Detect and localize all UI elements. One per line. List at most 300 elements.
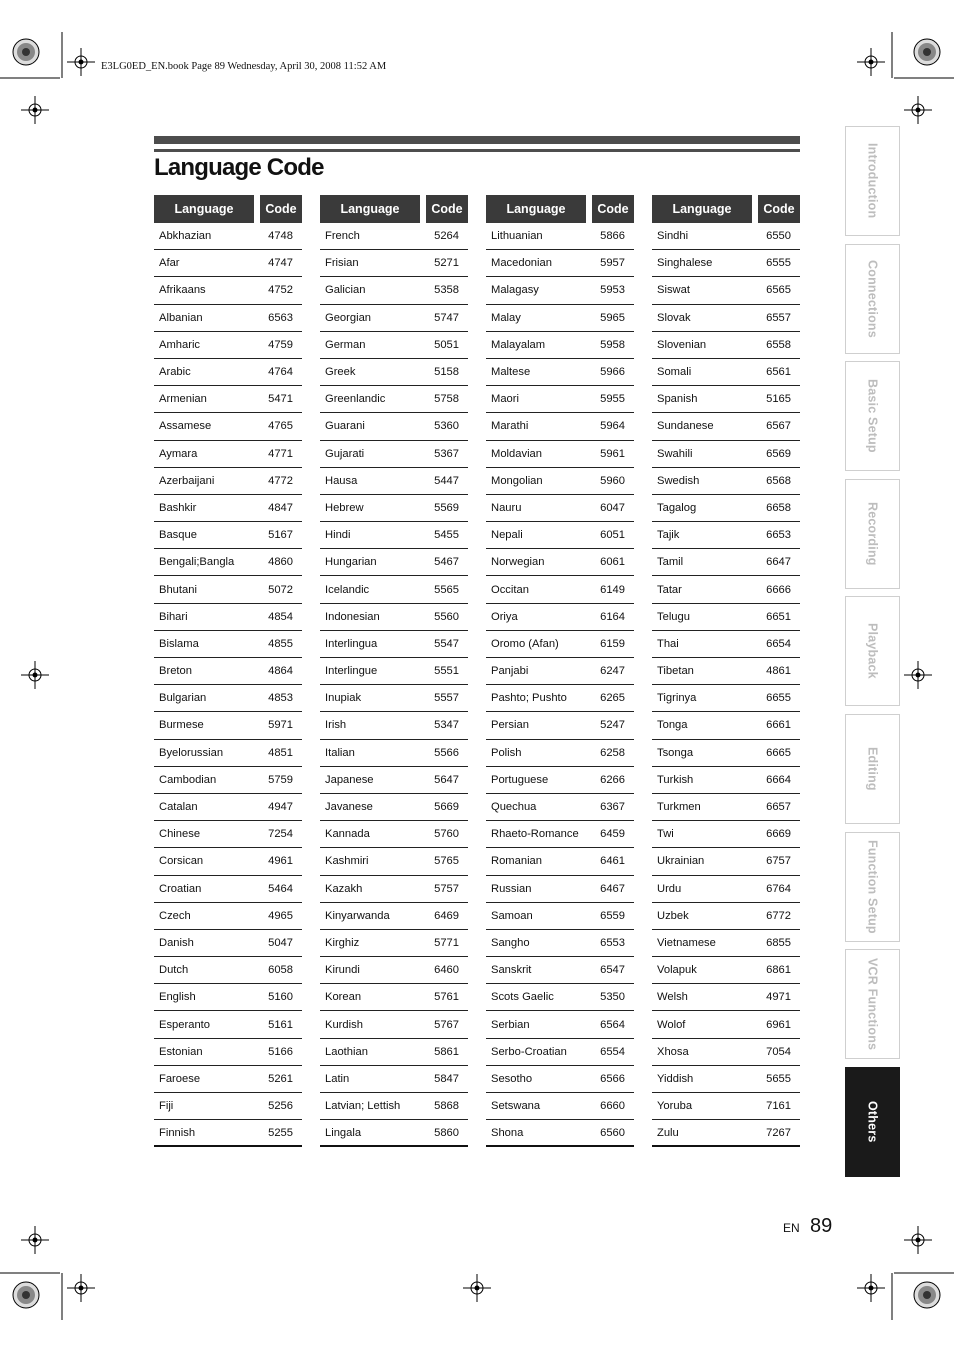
table-row [486,903,634,930]
language-code: 6047 [600,501,625,514]
table-row [652,1011,800,1038]
language-code: 4847 [268,501,293,514]
language-name: Russian [491,882,532,895]
tab-label: Editing [865,747,880,791]
table-row [486,305,634,332]
tab-connections[interactable] [845,244,900,354]
table-row [652,1066,800,1093]
language-code: 6655 [766,692,791,705]
language-code: 6547 [600,964,625,977]
table-row [486,359,634,386]
tab-label: VCR Functions [865,958,880,1051]
language-name: Hebrew [325,501,364,514]
language-name: Kazakh [325,882,363,895]
language-name: Hausa [325,474,358,487]
table-row [486,549,634,576]
language-code: 6559 [600,909,625,922]
language-code: 5072 [268,583,293,596]
language-name: Kurdish [325,1018,363,1031]
table-header [320,195,468,223]
language-name: Inupiak [325,692,362,705]
table-row [154,549,302,576]
column-header-code: Code [426,195,468,223]
language-name: Polish [491,746,522,759]
language-code: 5958 [600,338,625,351]
table-row [154,740,302,767]
language-name: Yoruba [657,1100,693,1113]
language-name: Breton [159,665,192,678]
table-row [320,794,468,821]
language-code: 5256 [268,1100,293,1113]
language-code: 5747 [434,311,459,324]
table-row [154,468,302,495]
language-code: 5767 [434,1018,459,1031]
language-name: Bhutani [159,583,197,596]
language-name: Thai [657,637,679,650]
language-name: Latvian; Lettish [325,1100,401,1113]
table-row [154,1011,302,1038]
language-code: 5866 [600,230,625,243]
table-row [652,441,800,468]
language-code: 6247 [600,665,625,678]
language-code: 5160 [268,991,293,1004]
tab-editing[interactable] [845,714,900,824]
language-name: Moldavian [491,447,542,460]
table-row [652,468,800,495]
language-name: Catalan [159,801,198,814]
page-title: Language Code [154,154,324,181]
table-row [320,332,468,359]
title-rule-thick [154,136,800,144]
language-name: Persian [491,719,529,732]
table-row [486,495,634,522]
language-code: 6159 [600,637,625,650]
language-code: 6558 [766,338,791,351]
table-header [154,195,302,223]
language-code: 5771 [434,936,459,949]
language-name: Frisian [325,257,359,270]
language-code: 6164 [600,610,625,623]
table-row [652,631,800,658]
language-name: Sindhi [657,230,689,243]
language-name: Byelorussian [159,746,224,759]
language-name: Latin [325,1072,350,1085]
language-code: 6469 [434,909,459,922]
language-name: Nepali [491,529,523,542]
table-row [154,495,302,522]
language-name: Malagasy [491,284,539,297]
language-code: 5961 [600,447,625,460]
language-name: Greek [325,366,356,379]
table-row [320,277,468,304]
language-name: Bengali;Bangla [159,556,235,569]
language-name: Turkmen [657,801,701,814]
column-header-language: Language [154,195,254,223]
language-code: 5471 [268,393,293,406]
language-name: Croatian [159,882,202,895]
column-header-code: Code [758,195,800,223]
tab-function-setup[interactable] [845,832,900,942]
language-code: 6561 [766,366,791,379]
table-row [154,332,302,359]
tab-vcr-functions[interactable] [845,949,900,1059]
language-code: 5955 [600,393,625,406]
language-name: Abkhazian [159,230,212,243]
language-name: Panjabi [491,665,529,678]
column-header-code: Code [260,195,302,223]
language-name: Twi [657,828,674,841]
language-name: English [159,991,196,1004]
language-name: Serbo-Croatian [491,1045,567,1058]
tab-playback[interactable] [845,596,900,706]
table-row [320,1011,468,1038]
language-code: 6654 [766,637,791,650]
language-name: Guarani [325,420,365,433]
language-code: 6772 [766,909,791,922]
table-row [486,821,634,848]
language-code: 6647 [766,556,791,569]
language-code: 5557 [434,692,459,705]
tab-label: Playback [865,623,880,680]
language-code: 6461 [600,855,625,868]
language-name: Tamil [657,556,684,569]
table-row [320,848,468,875]
table-row [486,1120,634,1147]
tab-label: Function Setup [865,839,880,934]
table-row [652,1120,800,1147]
language-code: 7267 [766,1126,791,1139]
language-name: Czech [159,909,191,922]
language-name: Xhosa [657,1045,689,1058]
language-name: Quechua [491,801,537,814]
language-name: Mongolian [491,474,543,487]
language-code: 5965 [600,311,625,324]
language-code: 4854 [268,610,293,623]
language-name: Kannada [325,828,370,841]
table-row [652,903,800,930]
table-row [320,468,468,495]
language-name: Occitan [491,583,529,596]
table-row [652,604,800,631]
language-code: 6563 [268,311,293,324]
language-code: 6961 [766,1018,791,1031]
tab-basic-setup[interactable] [845,361,900,471]
column-header-language: Language [486,195,586,223]
language-name: Interlingua [325,637,378,650]
language-code: 4864 [268,665,293,678]
table-row [154,658,302,685]
language-code: 5760 [434,828,459,841]
language-name: Norwegian [491,556,545,569]
table-row [486,984,634,1011]
language-code: 4947 [268,801,293,814]
language-code: 6660 [600,1100,625,1113]
table-row [486,685,634,712]
language-name: Indonesian [325,610,380,623]
table-row [652,223,800,250]
table-row [486,794,634,821]
table-row [320,441,468,468]
language-code-table [652,195,800,1147]
language-code: 5165 [766,393,791,406]
language-code: 5960 [600,474,625,487]
table-row [154,685,302,712]
language-name: Bihari [159,610,188,623]
table-row [320,930,468,957]
language-name: Kashmiri [325,855,369,868]
table-row [652,957,800,984]
language-code: 5847 [434,1072,459,1085]
table-row [486,332,634,359]
table-row [652,767,800,794]
language-code: 5167 [268,529,293,542]
table-row [652,794,800,821]
language-code: 5761 [434,991,459,1004]
table-row [486,658,634,685]
language-code: 4861 [766,665,791,678]
column-header-language: Language [320,195,420,223]
language-code: 6658 [766,501,791,514]
language-name: Albanian [159,311,203,324]
language-code: 6560 [600,1126,625,1139]
language-code-table [154,195,302,1147]
language-name: Serbian [491,1018,530,1031]
language-name: Fiji [159,1100,174,1113]
language-code: 5455 [434,529,459,542]
table-row [486,1011,634,1038]
language-name: Sangho [491,936,530,949]
language-code: 5467 [434,556,459,569]
table-row [320,305,468,332]
table-row [154,1039,302,1066]
language-code: 4771 [268,447,293,460]
tab-recording[interactable] [845,479,900,589]
language-name: Bislama [159,637,199,650]
language-name: Siswat [657,284,690,297]
table-row [154,903,302,930]
language-code: 7054 [766,1045,791,1058]
language-name: Tsonga [657,746,694,759]
table-row [154,413,302,440]
column-header-language: Language [652,195,752,223]
table-row [320,223,468,250]
language-name: Greenlandic [325,393,386,406]
language-name: Armenian [159,393,207,406]
language-code: 5360 [434,420,459,433]
language-code: 5551 [434,665,459,678]
table-row [320,604,468,631]
language-code: 6555 [766,257,791,270]
language-code: 6149 [600,583,625,596]
language-name: Assamese [159,420,212,433]
language-code: 6653 [766,529,791,542]
table-row [154,821,302,848]
language-name: Spanish [657,393,698,406]
language-name: Lingala [325,1126,362,1139]
table-row [652,984,800,1011]
table-row [320,658,468,685]
table-row [652,250,800,277]
table-row [320,359,468,386]
table-row [320,1066,468,1093]
language-name: Estonian [159,1045,203,1058]
language-name: Gujarati [325,447,365,460]
language-code: 4759 [268,338,293,351]
language-code: 5247 [600,719,625,732]
language-name: Finnish [159,1126,196,1139]
language-code: 6855 [766,936,791,949]
table-row [652,413,800,440]
language-code: 5669 [434,801,459,814]
language-code: 5367 [434,447,459,460]
language-code: 6266 [600,773,625,786]
table-row [652,848,800,875]
language-code: 5560 [434,610,459,623]
language-name: Telugu [657,610,690,623]
language-code: 5964 [600,420,625,433]
table-row [154,522,302,549]
language-code: 6651 [766,610,791,623]
language-code: 5860 [434,1126,459,1139]
language-name: Romanian [491,855,542,868]
language-name: Somali [657,366,692,379]
language-code: 4764 [268,366,293,379]
language-code: 5161 [268,1018,293,1031]
language-name: Kinyarwanda [325,909,390,922]
language-code: 6757 [766,855,791,868]
language-code: 5447 [434,474,459,487]
language-name: Wolof [657,1018,686,1031]
language-code: 6459 [600,828,625,841]
language-code: 6367 [600,801,625,814]
language-name: Kirundi [325,964,360,977]
table-row [154,930,302,957]
file-info-header: E3LG0ED_EN.book Page 89 Wednesday, April 30, 2008 11:52 AM [101,61,387,72]
language-code: 6557 [766,311,791,324]
language-name: Yiddish [657,1072,694,1085]
language-code: 6061 [600,556,625,569]
language-name: Basque [159,529,197,542]
language-name: Amharic [159,338,201,351]
language-name: Volapuk [657,964,697,977]
language-name: Sanskrit [491,964,532,977]
language-name: Urdu [657,882,682,895]
language-name: Interlingue [325,665,378,678]
table-row [486,441,634,468]
language-name: Tagalog [657,501,697,514]
table-row [652,658,800,685]
table-row [486,930,634,957]
language-name: Sesotho [491,1072,533,1085]
table-row [320,712,468,739]
language-name: Portuguese [491,773,549,786]
language-name: Tibetan [657,665,694,678]
language-name: Italian [325,746,355,759]
language-name: Icelandic [325,583,370,596]
table-row [486,631,634,658]
table-row [652,821,800,848]
language-name: Irish [325,719,347,732]
table-row [486,1066,634,1093]
table-row [154,631,302,658]
language-code: 5358 [434,284,459,297]
language-code: 4855 [268,637,293,650]
language-code: 5166 [268,1045,293,1058]
language-name: Galician [325,284,366,297]
language-code: 6568 [766,474,791,487]
language-code: 6665 [766,746,791,759]
language-name: Georgian [325,311,372,324]
language-code: 6664 [766,773,791,786]
language-name: Japanese [325,773,374,786]
language-code: 4747 [268,257,293,270]
language-name: Lithuanian [491,230,543,243]
language-code: 4965 [268,909,293,922]
language-name: Malayalam [491,338,546,351]
language-code: 5565 [434,583,459,596]
table-row [652,740,800,767]
language-code: 6861 [766,964,791,977]
language-code: 6566 [600,1072,625,1085]
language-name: Malay [491,311,521,324]
language-name: Shona [491,1126,524,1139]
language-name: Hindi [325,529,351,542]
language-code: 7254 [268,828,293,841]
table-row [154,576,302,603]
language-name: Arabic [159,366,191,379]
table-row [486,277,634,304]
tab-introduction[interactable] [845,126,900,236]
table-row [154,876,302,903]
table-row [486,386,634,413]
table-row [486,1093,634,1120]
language-code: 4860 [268,556,293,569]
language-name: Danish [159,936,194,949]
language-code: 5158 [434,366,459,379]
language-name: Azerbaijani [159,474,215,487]
language-code: 4765 [268,420,293,433]
language-name: Tonga [657,719,688,732]
language-code: 4853 [268,692,293,705]
table-row [486,848,634,875]
table-row [486,1039,634,1066]
table-row [652,277,800,304]
language-code: 4748 [268,230,293,243]
table-row [486,468,634,495]
table-row [652,712,800,739]
language-code: 6058 [268,964,293,977]
language-name: Afar [159,257,180,270]
tab-label: Recording [865,501,880,566]
table-row [154,1120,302,1147]
language-code: 5261 [268,1072,293,1085]
tab-others[interactable] [845,1067,900,1177]
table-row [320,386,468,413]
language-code: 6554 [600,1045,625,1058]
language-name: Maltese [491,366,531,379]
language-name: Korean [325,991,362,1004]
language-code: 5051 [434,338,459,351]
table-row [652,495,800,522]
language-name: Dutch [159,964,189,977]
language-name: Slovenian [657,338,707,351]
language-name: Oriya [491,610,518,623]
table-row [320,522,468,549]
language-code: 5255 [268,1126,293,1139]
table-row [154,386,302,413]
language-name: Afrikaans [159,284,206,297]
language-code: 5758 [434,393,459,406]
